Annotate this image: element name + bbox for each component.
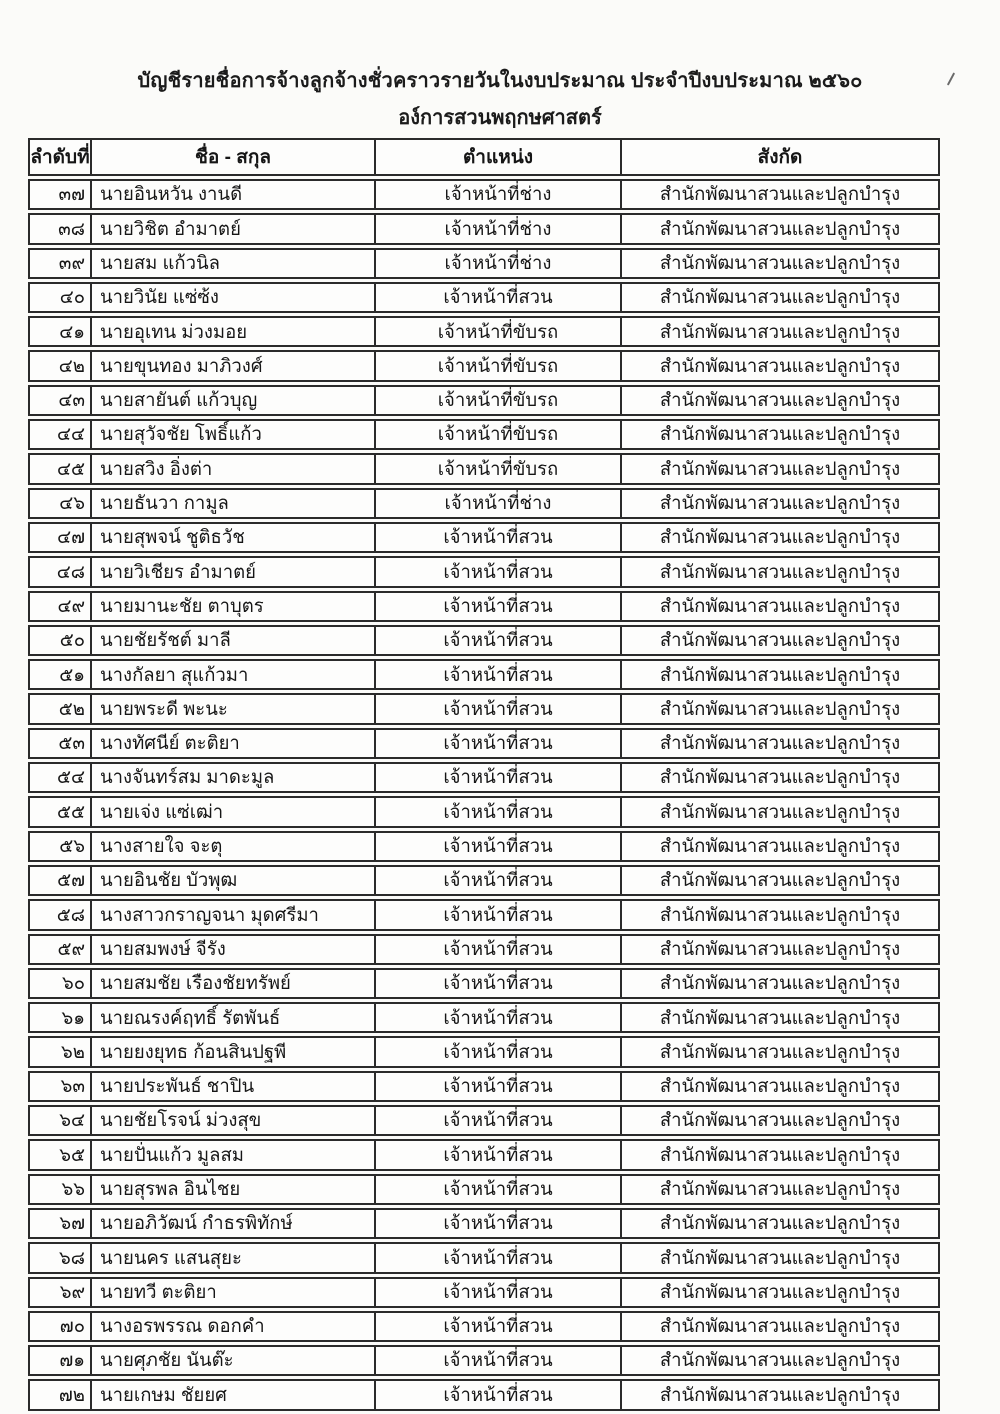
row-position: เจ้าหน้าที่สวน <box>374 1141 620 1168</box>
row-position: เจ้าหน้าที่สวน <box>374 1107 620 1134</box>
row-no: ๓๘ <box>58 217 85 239</box>
row-name: นางสาวกราญจนา มุดศรีมา <box>90 901 374 928</box>
row-no: ๔๕ <box>56 457 85 479</box>
row-position: เจ้าหน้าที่ช่าง <box>374 181 620 208</box>
row-position: เจ้าหน้าที่สวน <box>374 833 620 860</box>
row-affiliation: สำนักพัฒนาสวนและปลูกบำรุง <box>620 1176 938 1203</box>
row-name: นายอุเทน ม่วงมอย <box>90 318 374 345</box>
row-no: ๕๑ <box>59 663 85 685</box>
row-affiliation: สำนักพัฒนาสวนและปลูกบำรุง <box>620 558 938 585</box>
row-position: เจ้าหน้าที่สวน <box>374 936 620 963</box>
row-affiliation: สำนักพัฒนาสวนและปลูกบำรุง <box>620 833 938 860</box>
row-no: ๕๒ <box>58 697 85 719</box>
row-name: นายชัยรัชต์ มาลี <box>90 627 374 654</box>
row-name: นายสุพจน์ ชูติธวัช <box>90 524 374 551</box>
row-name: นายอินหวัน งานดี <box>90 181 374 208</box>
row-affiliation: สำนักพัฒนาสวนและปลูกบำรุง <box>620 730 938 757</box>
row-affiliation: สำนักพัฒนาสวนและปลูกบำรุง <box>620 1107 938 1134</box>
table-row <box>28 693 940 724</box>
table-row <box>28 316 940 347</box>
table-row <box>28 1277 940 1308</box>
row-no: ๕๐ <box>59 629 85 651</box>
table-row <box>28 1311 940 1342</box>
row-position: เจ้าหน้าที่สวน <box>374 627 620 654</box>
row-affiliation: สำนักพัฒนาสวนและปลูกบำรุง <box>620 1141 938 1168</box>
row-position: เจ้าหน้าที่สวน <box>374 901 620 928</box>
header-no: ลำดับที่ <box>30 146 90 168</box>
table-row <box>28 556 940 587</box>
row-position: เจ้าหน้าที่ช่าง <box>374 250 620 277</box>
row-name: นางกัลยา สุแก้วมา <box>90 661 374 688</box>
row-name: นายวิชิต อำมาตย์ <box>90 215 374 242</box>
row-name: นายธันวา กามูล <box>90 490 374 517</box>
row-position: เจ้าหน้าที่สวน <box>374 695 620 722</box>
table-row <box>28 453 940 484</box>
row-no: ๖๗ <box>59 1212 85 1234</box>
row-name: นายเกษม ชัยยศ <box>90 1381 374 1408</box>
row-position: เจ้าหน้าที่ช่าง <box>374 490 620 517</box>
table-row <box>28 865 940 896</box>
row-name: นายประพันธ์ ชาปิน <box>90 1073 374 1100</box>
table-header-row <box>28 138 940 176</box>
table-row <box>28 522 940 553</box>
row-affiliation: สำนักพัฒนาสวนและปลูกบำรุง <box>620 250 938 277</box>
table-row <box>28 1002 940 1033</box>
table-row <box>28 728 940 759</box>
row-no: ๓๙ <box>58 251 85 273</box>
row-name: นายชัยโรจน์ ม่วงสุข <box>90 1107 374 1134</box>
row-no: ๕๙ <box>57 937 85 959</box>
row-no: ๔๗ <box>57 526 85 548</box>
row-name: นายปั่นแก้ว มูลสม <box>90 1141 374 1168</box>
row-position: เจ้าหน้าที่ขับรถ <box>374 352 620 379</box>
row-position: เจ้าหน้าที่สวน <box>374 1176 620 1203</box>
table-row <box>28 591 940 622</box>
row-position: เจ้าหน้าที่สวน <box>374 1038 620 1065</box>
table-row <box>28 968 940 999</box>
row-affiliation: สำนักพัฒนาสวนและปลูกบำรุง <box>620 936 938 963</box>
row-position: เจ้าหน้าที่สวน <box>374 1313 620 1340</box>
row-position: เจ้าหน้าที่สวน <box>374 764 620 791</box>
table-row <box>28 831 940 862</box>
row-no: ๕๕ <box>56 800 85 822</box>
table-row <box>28 1242 940 1273</box>
row-name: นายศุภชัย นันต๊ะ <box>90 1347 374 1374</box>
row-position: เจ้าหน้าที่สวน <box>374 524 620 551</box>
row-position: เจ้าหน้าที่ขับรถ <box>374 455 620 482</box>
row-affiliation: สำนักพัฒนาสวนและปลูกบำรุง <box>620 455 938 482</box>
table-row <box>28 1345 940 1376</box>
row-no: ๖๑ <box>61 1006 85 1028</box>
row-affiliation: สำนักพัฒนาสวนและปลูกบำรุง <box>620 352 938 379</box>
row-no: ๖๐ <box>61 972 85 994</box>
table-row <box>28 248 940 279</box>
row-name: นายมานะชัย ตาบุตร <box>90 593 374 620</box>
row-affiliation: สำนักพัฒนาสวนและปลูกบำรุง <box>620 970 938 997</box>
row-affiliation: สำนักพัฒนาสวนและปลูกบำรุง <box>620 318 938 345</box>
header-name: ชื่อ - สกุล <box>90 140 374 174</box>
row-name: นายสวิง อิ่งต่า <box>90 455 374 482</box>
row-name: นายอินชัย บัวพุฒ <box>90 867 374 894</box>
table-row <box>28 282 940 313</box>
row-affiliation: สำนักพัฒนาสวนและปลูกบำรุง <box>620 1038 938 1065</box>
row-affiliation: สำนักพัฒนาสวนและปลูกบำรุง <box>620 421 938 448</box>
row-no: ๔๖ <box>59 492 85 514</box>
row-position: เจ้าหน้าที่สวน <box>374 284 620 311</box>
row-name: นายขุนทอง มาภิวงศ์ <box>90 352 374 379</box>
row-name: นายสม แก้วนิล <box>90 250 374 277</box>
row-no: ๕๓ <box>58 732 85 754</box>
document-subtitle: อง์การสวนพฤกษศาสตร์ <box>398 107 602 129</box>
row-no: ๕๗ <box>57 869 85 891</box>
row-position: เจ้าหน้าที่สวน <box>374 1004 620 1031</box>
row-no: ๗๐ <box>59 1315 85 1337</box>
row-position: เจ้าหน้าที่สวน <box>374 1347 620 1374</box>
row-position: เจ้าหน้าที่สวน <box>374 970 620 997</box>
row-position: เจ้าหน้าที่ขับรถ <box>374 318 620 345</box>
row-no: ๖๙ <box>59 1280 85 1302</box>
row-position: เจ้าหน้าที่สวน <box>374 1244 620 1271</box>
row-position: เจ้าหน้าที่สวน <box>374 867 620 894</box>
row-no: ๔๐ <box>59 286 85 308</box>
table-row <box>28 1071 940 1102</box>
row-no: ๓๗ <box>58 183 85 205</box>
row-affiliation: สำนักพัฒนาสวนและปลูกบำรุง <box>620 1244 938 1271</box>
row-position: เจ้าหน้าที่ขับรถ <box>374 387 620 414</box>
row-no: ๕๔ <box>56 766 85 788</box>
row-name: นายยงยุทธ ก้อนสินปฐพี <box>90 1038 374 1065</box>
table-row <box>28 488 940 519</box>
row-affiliation: สำนักพัฒนาสวนและปลูกบำรุง <box>620 181 938 208</box>
row-name: นายสุรพล อินไชย <box>90 1176 374 1203</box>
table-row <box>28 419 940 450</box>
row-affiliation: สำนักพัฒนาสวนและปลูกบำรุง <box>620 661 938 688</box>
row-no: ๖๒ <box>61 1040 85 1062</box>
row-position: เจ้าหน้าที่สวน <box>374 1073 620 1100</box>
row-affiliation: สำนักพัฒนาสวนและปลูกบำรุง <box>620 1004 938 1031</box>
table-row <box>28 1139 940 1170</box>
row-affiliation: สำนักพัฒนาสวนและปลูกบำรุง <box>620 901 938 928</box>
row-name: นางจันทร์สม มาดะมูล <box>90 764 374 791</box>
row-no: ๗๒ <box>58 1383 85 1405</box>
row-affiliation: สำนักพัฒนาสวนและปลูกบำรุง <box>620 284 938 311</box>
table-row <box>28 659 940 690</box>
row-no: ๔๒ <box>58 354 85 376</box>
row-no: ๔๓ <box>58 389 85 411</box>
table-row <box>28 796 940 827</box>
row-no: ๖๘ <box>58 1246 85 1268</box>
row-name: นายณรงค์ฤทธิ์ รัตพันธ์ <box>90 1004 374 1031</box>
table-row <box>28 1105 940 1136</box>
row-name: นางทัศนีย์ ตะติยา <box>90 730 374 757</box>
row-name: นายนคร แสนสุยะ <box>90 1244 374 1271</box>
row-name: นางอรพรรณ ดอกคำ <box>90 1313 374 1340</box>
document-title: บัญชีรายชื่อการจ้างลูกจ้างชั่วคราวรายวันในงบประมาณ ประจำปีงบประมาณ ๒๕๖๐ <box>137 70 863 92</box>
row-name: นายทวี ตะติยา <box>90 1279 374 1306</box>
row-affiliation: สำนักพัฒนาสวนและปลูกบำรุง <box>620 215 938 242</box>
row-no: ๗๑ <box>59 1349 85 1371</box>
row-name: นายสมพงษ์ จีรัง <box>90 936 374 963</box>
row-name: นายสมชัย เรืองชัยทรัพย์ <box>90 970 374 997</box>
row-position: เจ้าหน้าที่สวน <box>374 730 620 757</box>
row-affiliation: สำนักพัฒนาสวนและปลูกบำรุง <box>620 1381 938 1408</box>
row-name: นายอภิวัฒน์ กำธรพิทักษ์ <box>90 1210 374 1237</box>
row-name: นายเจ่ง แซ่เฒ่า <box>90 798 374 825</box>
row-affiliation: สำนักพัฒนาสวนและปลูกบำรุง <box>620 627 938 654</box>
table-row <box>28 1174 940 1205</box>
table-row <box>28 625 940 656</box>
row-position: เจ้าหน้าที่สวน <box>374 593 620 620</box>
row-position: เจ้าหน้าที่สวน <box>374 1381 620 1408</box>
header-position: ตำแหน่ง <box>374 140 620 174</box>
row-position: เจ้าหน้าที่สวน <box>374 558 620 585</box>
row-name: นายสายันต์ แก้วบุญ <box>90 387 374 414</box>
row-affiliation: สำนักพัฒนาสวนและปลูกบำรุง <box>620 593 938 620</box>
row-no: ๖๔ <box>59 1109 85 1131</box>
row-affiliation: สำนักพัฒนาสวนและปลูกบำรุง <box>620 798 938 825</box>
row-position: เจ้าหน้าที่ช่าง <box>374 215 620 242</box>
row-affiliation: สำนักพัฒนาสวนและปลูกบำรุง <box>620 1347 938 1374</box>
table-row <box>28 934 940 965</box>
table-row <box>28 1208 940 1239</box>
row-position: เจ้าหน้าที่ขับรถ <box>374 421 620 448</box>
row-name: นายพระดี พะนะ <box>90 695 374 722</box>
row-name: นายวิเชียร อำมาตย์ <box>90 558 374 585</box>
row-affiliation: สำนักพัฒนาสวนและปลูกบำรุง <box>620 867 938 894</box>
table-row <box>28 179 940 210</box>
table-row <box>28 762 940 793</box>
row-affiliation: สำนักพัฒนาสวนและปลูกบำรุง <box>620 387 938 414</box>
row-affiliation: สำนักพัฒนาสวนและปลูกบำรุง <box>620 1210 938 1237</box>
header-affiliation: สังกัด <box>620 140 938 174</box>
row-no: ๔๘ <box>56 560 85 582</box>
row-no: ๖๖ <box>61 1178 85 1199</box>
row-affiliation: สำนักพัฒนาสวนและปลูกบำรุง <box>620 1279 938 1306</box>
table-row <box>28 1036 940 1067</box>
table-row <box>28 899 940 930</box>
row-no: ๕๖ <box>59 835 85 857</box>
row-affiliation: สำนักพัฒนาสวนและปลูกบำรุง <box>620 695 938 722</box>
row-name: นายสุวัจชัย โพธิ์แก้ว <box>90 421 374 448</box>
table-row <box>28 1379 940 1410</box>
row-affiliation: สำนักพัฒนาสวนและปลูกบำรุง <box>620 1073 938 1100</box>
row-name: นายวินัย แซ่ซ้ง <box>90 284 374 311</box>
employee-table <box>28 138 940 1411</box>
row-no: ๕๘ <box>56 903 85 925</box>
row-affiliation: สำนักพัฒนาสวนและปลูกบำรุง <box>620 524 938 551</box>
table-body <box>28 179 940 1411</box>
row-affiliation: สำนักพัฒนาสวนและปลูกบำรุง <box>620 490 938 517</box>
row-position: เจ้าหน้าที่สวน <box>374 661 620 688</box>
row-no: ๔๔ <box>56 423 85 445</box>
table-row <box>28 350 940 381</box>
row-position: เจ้าหน้าที่สวน <box>374 1279 620 1306</box>
table-row <box>28 213 940 244</box>
row-affiliation: สำนักพัฒนาสวนและปลูกบำรุง <box>620 1313 938 1340</box>
row-no: ๔๑ <box>59 320 85 342</box>
row-no: ๖๓ <box>60 1075 85 1097</box>
row-no: ๖๕ <box>59 1143 85 1165</box>
row-name: นางสายใจ จะตุ <box>90 833 374 860</box>
row-no: ๔๙ <box>57 594 85 616</box>
row-position: เจ้าหน้าที่สวน <box>374 798 620 825</box>
row-position: เจ้าหน้าที่สวน <box>374 1210 620 1237</box>
table-row <box>28 385 940 416</box>
row-affiliation: สำนักพัฒนาสวนและปลูกบำรุง <box>620 764 938 791</box>
